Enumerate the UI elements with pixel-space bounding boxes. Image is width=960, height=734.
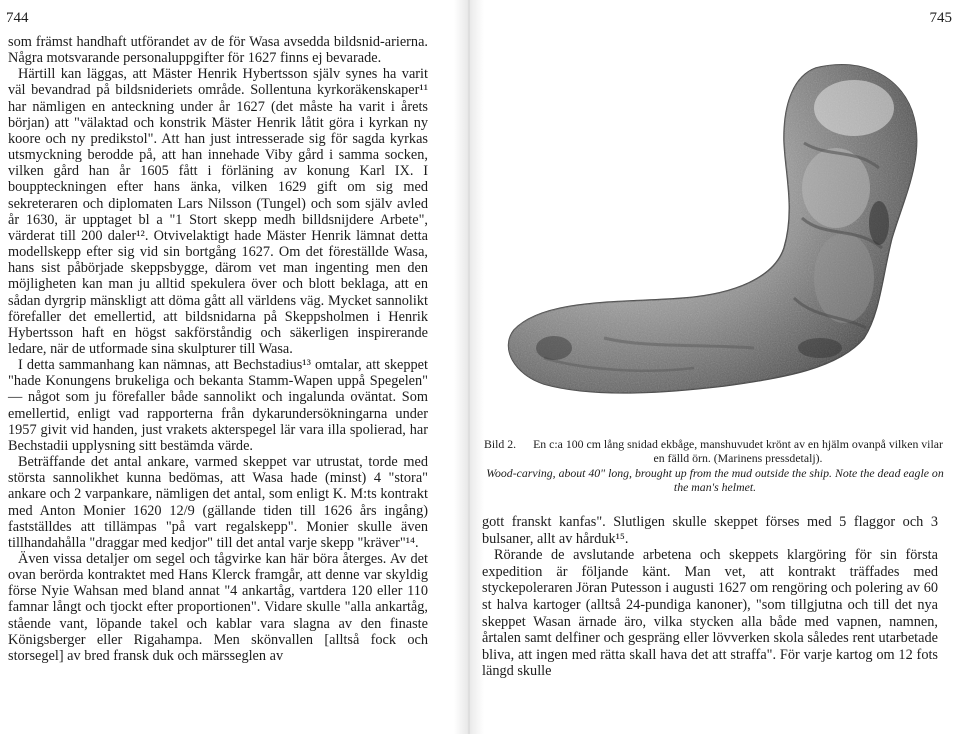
figure-caption [484,437,946,494]
paragraph-right-1: gott franskt kanfas". Slutligen skulle skeppet förses med 5 flaggor och 3 bulsaner, allt av hårduk¹⁵. [482,514,938,547]
page-number-right: 745 [929,10,952,26]
left-page [0,0,470,734]
paragraph-right-2: Rörande de avslutande arbetena och skeppets klargöring för sin första expedition är följande känt. Man vet, att kontrakt träffades med styckepoleraren Jöran Putesson i augusti 1627 om rengöring och polering av 60 st halva kartoger (alltså 24-pundiga kanoner), "som tillgjutna och till det nya skeppet Wasan ärnade äro, vilka stycken alla både med vapnen, namnen, årtalen samt delfiner och gespräng eller lövverken skola således rent utarbetade bliva, att ingen med rätta skall hava det att straffa". För varje kartog om 12 fots längd skulle [482,547,938,680]
right-page [470,0,960,734]
left-page-body [8,34,428,664]
caption-swedish: En c:a 100 cm lång snidad ekbåge, manshuvudet krönt av en hjälm ovanpå vilken vilar en fälld örn. (Marinens pressdetalj). [533,437,943,465]
caption-swedish-row [484,437,946,465]
paragraph-2: Härtill kan läggas, att Mäster Henrik Hybertsson själv synes ha varit väl bevandrad på bildsnideriets område. Sollentuna kyrkoräkenskaper¹¹ har nämligen en anteckning under år 1627 (det måste ha varit i årets början) att "välaktad och konstrik Mäster Henrik låtit göra i kyrkan ny koore och ny predikstol". Att han just intresserade sig för sagda kyrkas utsmyckning berodde på, att han innehade Viby gård i samma socken, vilken gård han år 1605 fått i förläning av konung Karl IX. I bouppteckningen efter hans änka, vilken 1629 gift om sig med sekreteraren och diplomaten Lars Nilsson (Tungel) och som själv avled år 1630, är upptaget bl a "1 Stort skepp medh billdsnijdere Arbete", värderat till 200 daler¹². Otvivelaktigt hade Mäster Henrik lämnat detta modellskepp efter sig vid sin bortgång 1627. Om det föreställde Wasa, hans sist påbörjade skeppsbygge, därom vet man ingenting men den möjligheten kan man ju alltid spekulera över och blott beklaga, att en sådan dyrgrip mänskligt att döma gått all världens väg. Mycket sannolikt förefaller det emellertid, att bildsnidarna på Skeppsholmen i Henrik Hybertsson haft en högst sakförståndig och säkerligen inspirerande ledare, när de utformade sina skulpturer till Wasa. [8,66,428,357]
caption-label: Bild 2. [484,437,517,451]
wood-carving-photo [484,48,948,418]
page-number-left: 744 [6,10,29,26]
right-page-body [482,514,938,680]
carving-illustration [484,48,948,418]
paragraph-1: som främst handhaft utförandet av de för Wasa avsedda bildsnid-arierna. Några motsvarande personaluppgifter för 1627 finns ej bevarade. [8,34,428,67]
paragraph-3: I detta sammanhang kan nämnas, att Bechstadius¹³ omtalar, att skeppet "hade Konungens brukeliga och bekanta Stamm-Wapen uppå Spegelen" — något som ju förefaller både sannolikt och ingalunda oväntat. Som emellertid, enligt vad rapporterna från dykarundersökningarna under 1957 givit vid handen, just vrakets akterspegel lär vara illa spolierad, har Bechstadii upplysning sitt bestämda värde. [8,357,428,454]
paragraph-5: Även vissa detaljer om segel och tågvirke kan här böra återges. Av det ovan berörda kontraktet med Hans Klerck framgår, att denne var skyldig förse Nyie Wahsan med bland annat "4 ankartåg, vartdera 120 eller 110 famnar långt och tjockt efter proportionen". Vidare skulle "alla ankartåg, stående vant, löpande takel och kablar vara slagna av den finaste Königsberger eller Rigahampa. Men skönvallen [alltså fock och storsegel] av bred fransk duk och märsseglen av [8,551,428,664]
caption-english: Wood-carving, about 40" long, brought up from the mud outside the ship. Note the dead eagle on the man's helmet. [486,466,944,494]
paragraph-4: Beträffande det antal ankare, varmed skeppet var utrustat, torde med största sannolikhet kunna bedömas, att Wasa hade (minst) 4 "stora" ankare och 2 varpankare, nämligen det antal, som enligt K. M:ts kontrakt med Anton Monier 1620 12/9 (gällande tiden till 1626 års ingång) fastställdes att tillämpas "på vart regalskepp". Monier skulle även tillhandahålla "draggar med kedjor" till det antal varje skepp "kräver"¹⁴. [8,454,428,551]
